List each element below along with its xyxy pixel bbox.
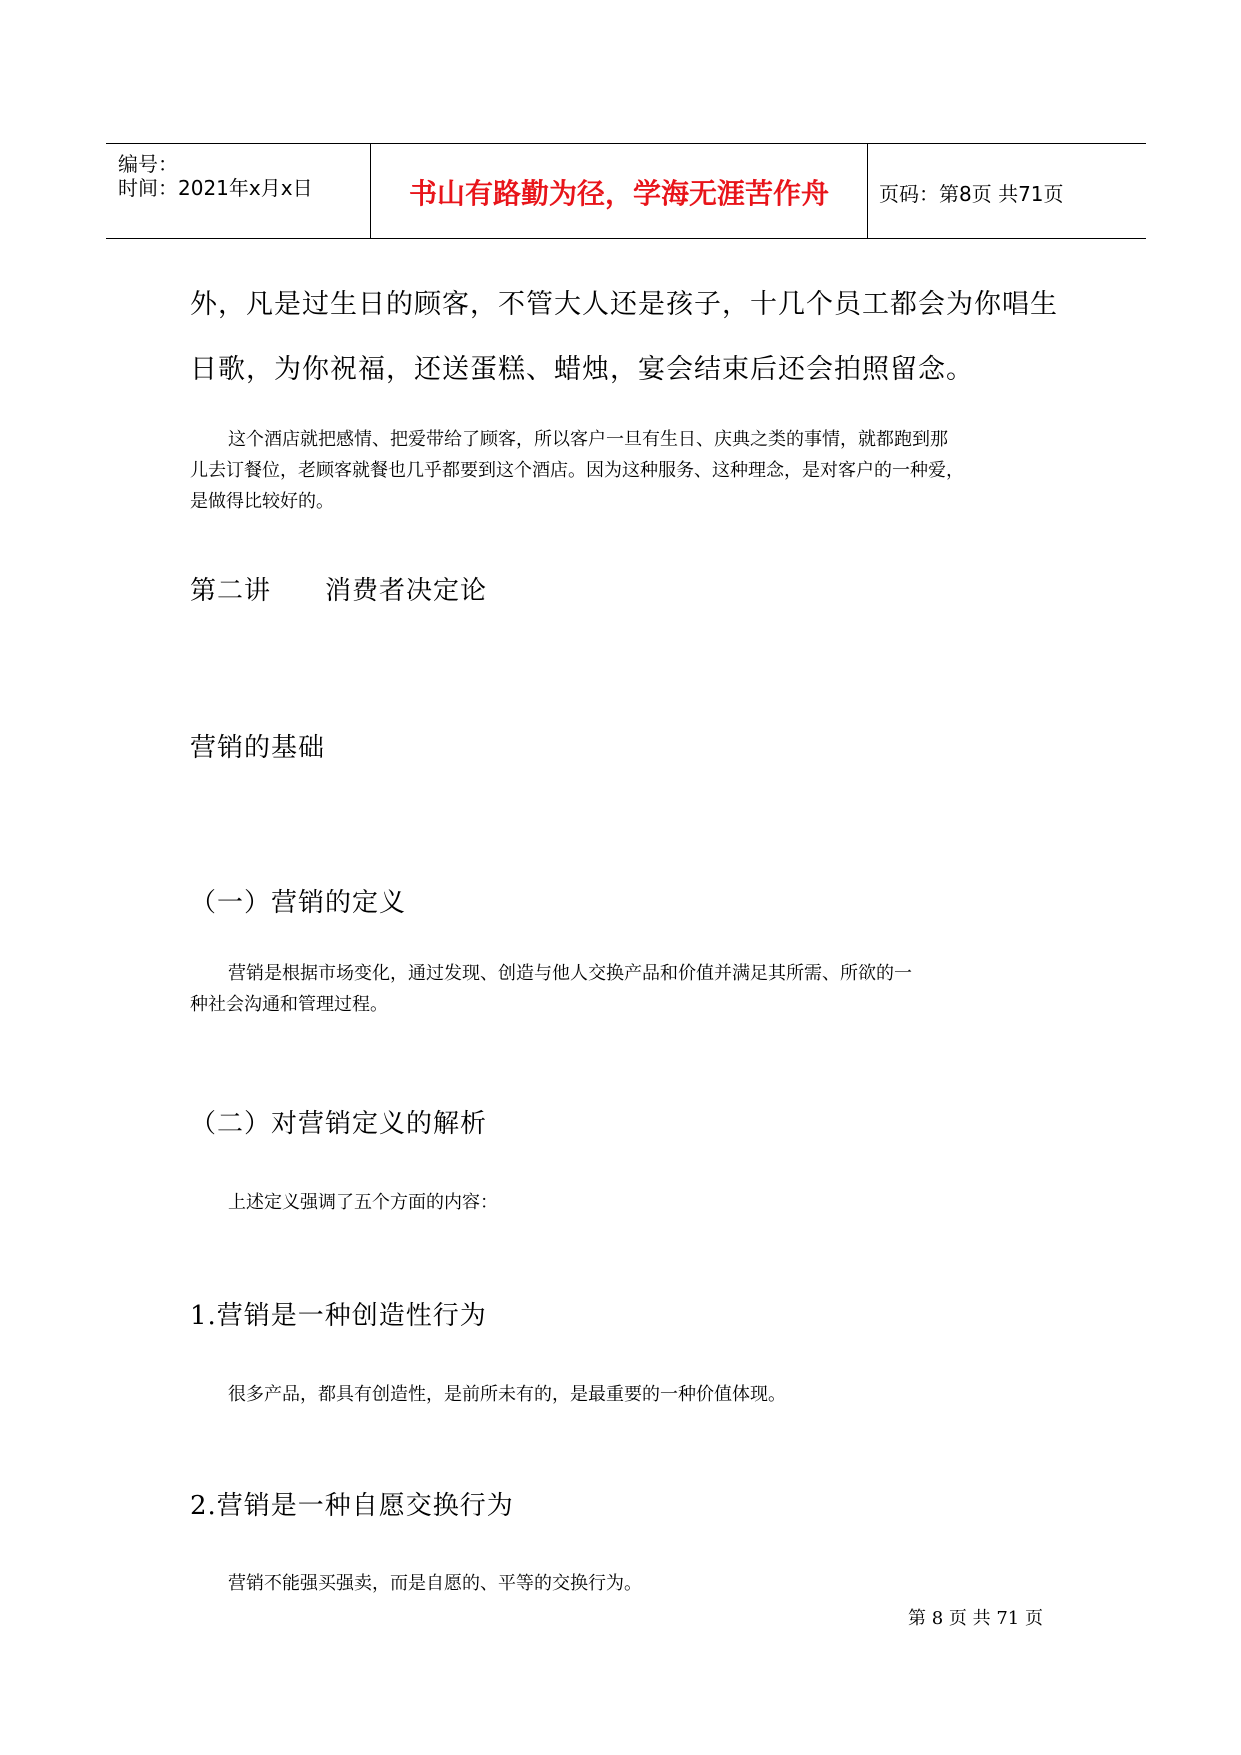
body-line-2: 日歌，为你祝福，还送蛋糕、蜡烛，宴会结束后还会拍照留念。 [190,354,974,385]
body-line-1: 外，凡是过生日的顾客，不管大人还是孩子，十几个员工都会为你唱生 [190,289,1058,320]
subsection-title-2: （二）对营销定义的解析 [190,1109,488,1139]
list-item-1-text: 很多产品，都具有创造性，是前所未有的，是最重要的一种价值体现。 [228,1384,786,1405]
document-time-label: 时间：2021年x月x日 [118,176,313,200]
paragraph-five-aspects: 上述定义强调了五个方面的内容： [228,1192,498,1213]
paragraph-definition [190,958,1060,1020]
paragraph-definition-line-2: 种社会沟通和管理过程。 [190,994,388,1015]
paragraph-hotel [190,424,1060,517]
header-motto: 书山有路勤为径，学海无涯苦作舟 [408,177,829,210]
list-item-2-text: 营销不能强买强卖，而是自愿的、平等的交换行为。 [228,1573,642,1594]
section-title: 营销的基础 [190,733,326,763]
document-number-label: 编号： [118,152,178,176]
header-motto-cell [370,144,868,238]
paragraph-definition-line-1: 营销是根据市场变化，通过发现、创造与他人交换产品和价值并满足其所需、所欲的一 [228,963,912,984]
document-header [106,143,1146,239]
subsection-title-1: （一）营销的定义 [190,888,407,918]
paragraph-hotel-line-3: 是做得比较好的。 [190,491,334,512]
paragraph-hotel-line-1: 这个酒店就把感情、把爱带给了顾客，所以客户一旦有生日、庆典之类的事情，就都跑到那 [228,429,948,450]
header-page-cell [867,144,1146,238]
paragraph-hotel-line-2: 儿去订餐位，老顾客就餐也几乎都要到这个酒店。因为这种服务、这种理念，是对客户的一种爱， [190,460,964,481]
page-footer: 第 8 页 共 71 页 [908,1608,1043,1629]
lecture-title: 第二讲 消费者决定论 [190,576,488,606]
list-item-1-title: 1.营销是一种创造性行为 [190,1301,487,1331]
header-page-number: 页码：第8页 共71页 [879,182,1064,206]
header-info-cell [106,144,370,238]
list-item-2-title: 2.营销是一种自愿交换行为 [190,1491,514,1521]
